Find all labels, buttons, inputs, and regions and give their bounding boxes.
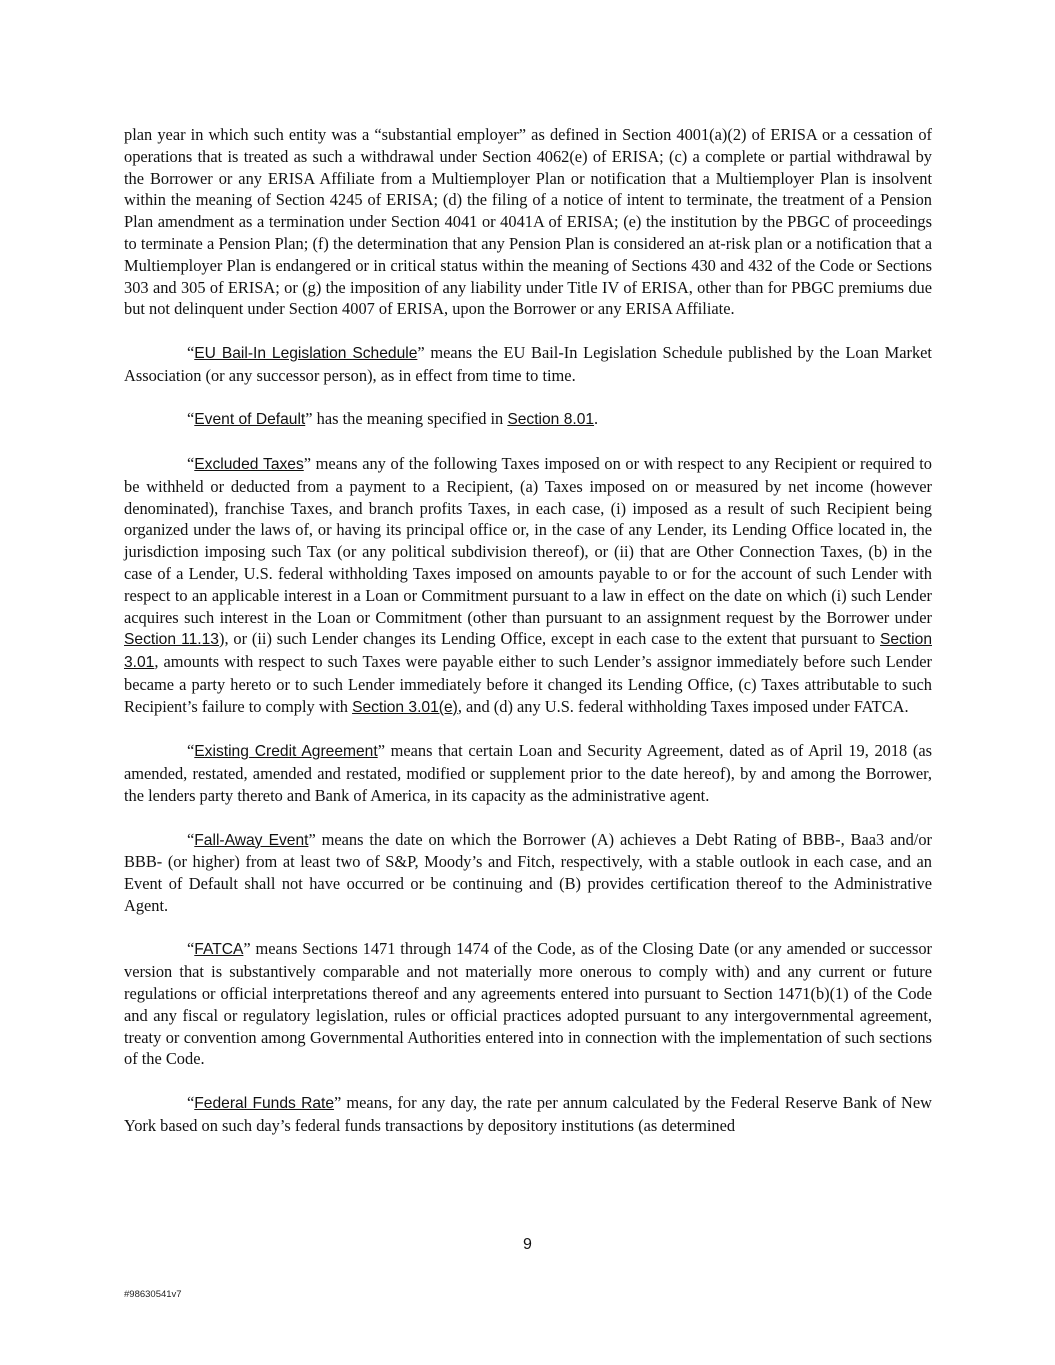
definition-eu-bail-in-legislation-schedule (124, 342, 932, 387)
open-quote: “ (187, 829, 195, 849)
defined-term: Event of Default (194, 411, 306, 429)
open-quote: “ (187, 342, 195, 362)
definition-text: ), or (ii) such Lender changes its Lending Office, except in each case to the extent that pursuant to (218, 629, 880, 649)
section-reference: Section 3.01(e) (352, 698, 458, 716)
definition-fatca (124, 938, 932, 1070)
paragraph-erisa-event-continued (124, 124, 932, 320)
open-quote: “ (187, 939, 195, 959)
open-quote: “ (187, 453, 195, 473)
defined-term: Fall-Away Event (194, 831, 309, 849)
definition-excluded-taxes (124, 453, 932, 719)
definition-text: ” means that certain Loan and Security Agreement, dated as of April 19, 2018 (as amended, restated, amended and restated, modified or supplement prior to the date hereof), by and among the Borrower, the lenders party thereto and Bank of America, in its capacity as the administrative agent. (124, 741, 933, 805)
section-reference: Section 3.01 (124, 631, 932, 672)
definition-text: ” means any of the following Taxes imposed on or with respect to any Recipient or required to be withheld or deducted from a payment to a Recipient, (a) Taxes imposed on or measured by net income (however denominated), franchise Taxes, and branch profits Taxes, in each case, (i) imposed as a result of such Recipient being organized under the laws of, or having its principal office or, in the case of any Lender, its Lending Office located in, the jurisdiction imposing such Tax (or any political subdivision thereof), or (ii) that are Other Connection Taxes, (b) in the case of a Lender, U.S. federal withholding Taxes imposed on amounts payable to or for the account of such Lender with respect to an applicable interest in a Loan or Commitment pursuant to a law in effect on the date on which (i) such Lender acquires such interest in the Loan or Commitment (other than pursuant to an assignment request by the Borrower under (124, 453, 932, 627)
page-number: 9 (523, 1236, 532, 1253)
section-reference: Section 11.13 (124, 631, 219, 649)
defined-term: Federal Funds Rate (194, 1095, 335, 1113)
definition-end: . (594, 409, 599, 429)
defined-term: FATCA (194, 941, 244, 959)
defined-term: EU Bail-In Legislation Schedule (194, 344, 418, 362)
definition-text: ” means the date on which the Borrower (A) achieves a Debt Rating of BBB-, Baa3 and/or BBB- (or higher) from at least two of S&P, Moody’s and Fitch, respectively, with a stable outlook in each case, and an Event of Default shall not have occurred or be continuing and (B) provides certification thereof to the Administrative Agent. (124, 829, 932, 915)
open-quote: “ (187, 409, 195, 429)
definition-text: ” means, for any day, the rate per annum calculated by the Federal Reserve Bank of New York based on such day’s federal funds transactions by depository institutions (as determined (124, 1093, 932, 1135)
definition-existing-credit-agreement (124, 740, 932, 806)
paragraph-text: plan year in which such entity was a “substantial employer” as defined in Section 4001(a)(2) of ERISA or a cessation of operations that is treated as such a withdrawal under Section 4062(e) of ERISA; (c) a complete or partial withdrawal by the Borrower or any ERISA Affiliate from a Multiemployer Plan or notification that a Multiemployer Plan is insolvent within the meaning of Section 4245 of ERISA; (d) the filing of a notice of intent to terminate, the treatment of a Pension Plan amendment as a termination under Section 4041 or 4041A of ERISA; (e) the institution by the PBGC of proceedings to terminate a Pension Plan; (f) the determination that any Pension Plan is considered an at-risk plan or a notification that a Multiemployer Plan is endangered or in critical status within the meaning of Sections 430 and 432 of the Code or Sections 303 and 305 of ERISA; or (g) the imposition of any liability under Title IV of ERISA, other than for PBGC premiums due but not delinquent under Section 4007 of ERISA, upon the Borrower or any ERISA Affiliate. (124, 125, 932, 319)
open-quote: “ (187, 1093, 195, 1113)
definition-text: ” means the EU Bail-In Legislation Schedule published by the Loan Market Association (or any successor person), as in effect from time to time. (124, 342, 932, 385)
defined-term: Existing Credit Agreement (194, 743, 378, 761)
definition-text: , and (d) any U.S. federal withholding Taxes imposed under FATCA. (457, 696, 909, 716)
section-reference: Section 8.01 (507, 411, 595, 429)
definition-fall-away-event (124, 829, 932, 917)
definition-text: , amounts with respect to such Taxes were payable either to such Lender’s assignor immediately before such Lender became a party hereto or to such Lender immediately before it changed its Lending Office, (c) Taxes attributable to such Recipient’s failure to comply with (124, 652, 932, 716)
definition-text: ” has the meaning specified in (305, 409, 508, 429)
definition-text: ” means Sections 1471 through 1474 of the Code, as of the Closing Date (or any amended or successor version that is substantively comparable and not materially more onerous to comply with) and any current or future regulations or official interpretations thereof and any agreements entered into pursuant to Section 1471(b)(1) of the Code and any fiscal or regulatory legislation, rules or official practices adopted pursuant to any intergovernmental agreement, treaty or convention among Governmental Authorities entered into in connection with the implementation of such sections of the Code. (124, 939, 932, 1069)
defined-term: Excluded Taxes (194, 455, 304, 473)
document-body (124, 124, 932, 1137)
document-id: #98630541v7 (124, 1289, 182, 1300)
definition-event-of-default (124, 408, 932, 431)
definition-federal-funds-rate (124, 1092, 932, 1137)
open-quote: “ (187, 741, 195, 761)
